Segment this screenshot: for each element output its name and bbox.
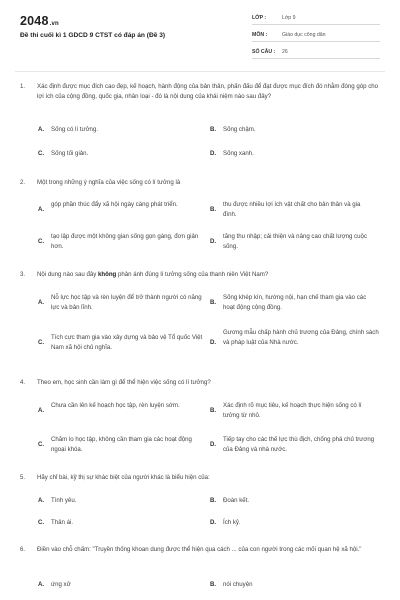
option-text: ứng xử <box>51 581 71 588</box>
option-text: Chăm lo học tập, không cần tham gia các hoạt động ngoại khóa. <box>51 436 192 454</box>
option-label: C. <box>38 519 45 526</box>
question-1 <box>20 82 380 102</box>
option-label: A. <box>38 206 45 213</box>
option-3d[interactable] <box>210 328 383 348</box>
option-1c[interactable] <box>38 149 203 159</box>
option-text: Nỗ lực học tập và rèn luyện để trở thành người có năng lực và bản lĩnh. <box>51 294 202 312</box>
question-3 <box>20 270 380 280</box>
option-label: A. <box>38 126 45 133</box>
option-text: tăng thu nhập; cải thiện và nâng cao chất lượng cuộc sống. <box>223 233 367 251</box>
option-text: Sống tối giản. <box>51 150 89 157</box>
option-label: A. <box>38 299 45 306</box>
question-text: Theo em, học sinh cần làm gì để thể hiện việc sống có lí tưởng? <box>37 379 211 386</box>
emphasis-word: không <box>97 271 117 278</box>
option-text: nói chuyện <box>223 581 253 588</box>
question-number: 2. <box>20 179 26 186</box>
option-text: Tình yêu. <box>51 497 77 504</box>
option-5a[interactable] <box>38 496 203 506</box>
option-2d[interactable] <box>210 232 375 252</box>
option-3b[interactable] <box>210 293 375 313</box>
option-text: Ích kỷ. <box>223 519 241 526</box>
option-label: B. <box>210 299 217 306</box>
option-4a[interactable] <box>38 401 203 414</box>
option-label: C. <box>38 238 45 245</box>
meta-label: MÔN : <box>252 32 268 38</box>
option-2a[interactable] <box>38 200 203 213</box>
option-label: A. <box>38 581 45 588</box>
option-1d[interactable] <box>210 149 375 159</box>
option-text: Đoàn kết. <box>223 497 250 504</box>
option-text: Xác định rõ mục tiêu, kế hoạch thực hiện sống có lí tưởng từ nhỏ. <box>223 402 362 420</box>
meta-row-subject <box>252 29 380 42</box>
meta-label: SỐ CÂU : <box>252 49 276 55</box>
option-4b[interactable] <box>210 401 375 421</box>
option-label: B. <box>210 126 217 133</box>
meta-value: Lớp 9 <box>282 15 296 21</box>
option-6a[interactable] <box>38 580 203 590</box>
question-text: Hãy chỉ bài, kỹ thị sự khác biệt của người khác là biểu hiện của: <box>37 474 210 481</box>
option-label: D. <box>210 519 217 526</box>
question-text: Một trong những ý nghĩa của việc sống có lí tưởng là <box>37 179 181 186</box>
option-label: D. <box>210 441 217 448</box>
meta-value: Giáo dục công dân <box>282 32 326 38</box>
question-number: 4. <box>20 379 26 386</box>
option-text: Tiếp tay cho các thế lực thù địch, chống phá chủ trương của Đảng và nhà nước. <box>223 436 375 454</box>
option-2c[interactable] <box>38 232 203 252</box>
option-5b[interactable] <box>210 496 375 506</box>
option-text: Sống khép kín, hướng nội, hạn chế tham gia vào các hoạt động cộng đồng. <box>223 294 367 312</box>
option-text: thu được nhiều lợi ích vật chất cho bản thân và gia đình. <box>223 201 361 219</box>
question-number: 3. <box>20 271 26 278</box>
option-text: Sống chậm. <box>223 126 256 133</box>
option-label: C. <box>38 441 45 448</box>
question-text: Nội dung nào sau đây không phản ánh đúng lí tưởng sống của thanh niên Việt Nam? <box>37 271 269 278</box>
option-label: B. <box>210 206 217 213</box>
option-1a[interactable] <box>38 125 203 135</box>
option-text: Sống có lí tưởng. <box>51 126 99 133</box>
question-6 <box>20 545 380 555</box>
option-5c[interactable] <box>38 518 203 528</box>
question-text: Điền vào chỗ chấm: "Truyền thống khoan dung được thể hiện qua cách ... của con người trong các mối quan hệ xã hội." <box>37 546 362 553</box>
option-4c[interactable] <box>38 435 203 455</box>
option-text: Gương mẫu chấp hành chủ trương của Đảng, chính sách và pháp luật của Nhà nước. <box>223 329 379 347</box>
meta-row-count <box>252 46 380 59</box>
option-label: C. <box>38 150 45 157</box>
option-label: B. <box>210 581 217 588</box>
option-3a[interactable] <box>38 293 203 313</box>
option-text: Thân ái. <box>51 519 74 526</box>
option-label: B. <box>210 497 217 504</box>
question-2 <box>20 178 380 188</box>
question-5 <box>20 473 380 483</box>
meta-row-grade <box>252 12 380 25</box>
option-5d[interactable] <box>210 518 375 528</box>
meta-label: LỚP : <box>252 15 267 21</box>
header-divider <box>15 71 385 72</box>
option-label: D. <box>210 339 217 346</box>
option-4d[interactable] <box>210 435 375 455</box>
option-text: tạo lập được một không gian sống gọn gàng, đơn giản hơn. <box>51 233 199 251</box>
question-number: 5. <box>20 474 26 481</box>
question-number: 1. <box>20 83 26 90</box>
option-label: A. <box>38 407 45 414</box>
page-title: Đề thi cuối kì 1 GDCD 9 CTST có đáp án (Đề 3) <box>20 32 166 39</box>
option-text: Sống xanh. <box>223 150 254 157</box>
option-text: Tích cực tham gia vào xây dựng và bảo vệ Tổ quốc Việt Nam xã hội chủ nghĩa. <box>51 334 203 352</box>
option-label: A. <box>38 497 45 504</box>
option-label: B. <box>210 407 217 414</box>
site-logo[interactable]: 2048.vn <box>20 14 59 28</box>
option-1b[interactable] <box>210 125 375 135</box>
option-label: D. <box>210 238 217 245</box>
option-2b[interactable] <box>210 200 375 220</box>
question-text: Xác định được mục đích cao đẹp, kế hoạch, hành động của bản thân, phấn đấu để đạt được mục đích đó nhằm đóng góp cho lợi ích của cộng đồng, quốc gia, nhân loại - đó là nội dung của khái niệm nào sau đây? <box>37 83 379 101</box>
option-text: góp phần thúc đẩy xã hội ngày càng phát triển. <box>51 201 178 208</box>
option-text: Chưa cần lên kế hoạch học tập, rèn luyện sớm. <box>51 402 180 409</box>
option-label: D. <box>210 150 217 157</box>
meta-info-table <box>252 12 380 59</box>
option-label: C. <box>38 339 45 346</box>
option-3c[interactable] <box>38 333 203 353</box>
meta-value: 26 <box>282 49 288 55</box>
question-number: 6. <box>20 546 26 553</box>
question-4 <box>20 378 380 388</box>
option-6b[interactable] <box>210 580 375 590</box>
page-header <box>0 0 400 70</box>
